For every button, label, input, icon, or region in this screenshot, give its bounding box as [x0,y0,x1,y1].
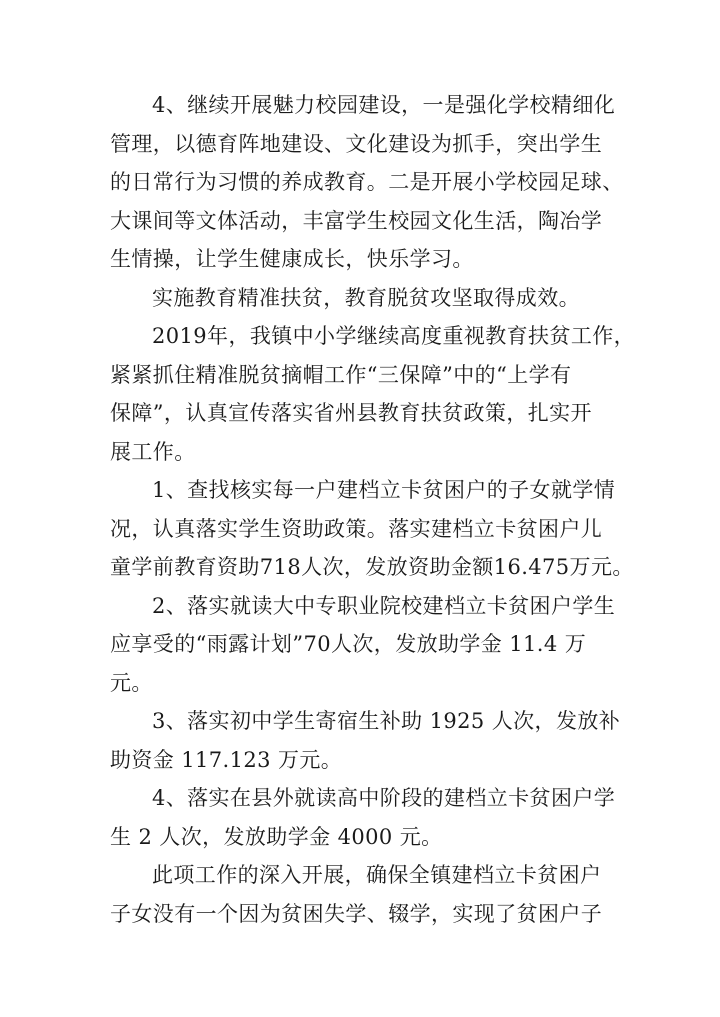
paragraph-item-4-high-school-aid [110,779,616,856]
text-line: 况，认真落实学生资助政策。落实建档立卡贫困户儿 [110,516,603,541]
paragraph-item-1-preschool-aid [110,471,634,587]
paragraph-2019-overview [110,317,636,471]
text-line: 应享受的“雨露计划”70人次，发放助学金 11.4 万 [110,632,587,656]
text-line: 2、落实就读大中专职业院校建档立卡贫困户学生 [152,593,616,618]
text-line: 助资金 117.123 万元。 [110,747,343,772]
text-line: 展工作。 [110,439,196,464]
document-body [110,86,636,933]
paragraph-campus-building [110,86,624,279]
text-line: 保障”，认真宣传落实省州县教育扶贫政策，扎实开 [110,401,592,425]
text-line: 4、继续开展魅力校园建设，一是强化学校精细化 [152,93,616,117]
paragraph-conclusion [110,856,610,933]
text-line: 管理，以德育阵地建设、文化建设为抓手，突出学生 [110,131,603,156]
text-line: 的日常行为习惯的养成教育。二是开展小学校园足球、 [110,170,624,194]
text-line: 生情操，让学生健康成长，快乐学习。 [110,247,474,271]
text-line: 生 2 人次，发放助学金 4000 元。 [110,824,443,849]
text-line: 2019年，我镇中小学继续高度重视教育扶贫工作， [152,324,636,348]
text-line: 实施教育精准扶贫，教育脱贫攻坚取得成效。 [152,285,580,310]
text-line: 童学前教育资助718人次，发放资助金额16.475万元。 [110,555,634,579]
paragraph-item-3-boarding-subsidy [110,702,621,779]
text-line: 3、落实初中学生寄宿生补助 1925 人次，发放补 [152,709,621,733]
text-line: 此项工作的深入开展，确保全镇建档立卡贫困户 [152,863,602,887]
paragraph-item-2-vocational-aid [110,587,616,703]
text-line: 1、查找核实每一户建档立卡贫困户的子女就学情 [152,478,616,502]
text-line: 元。 [110,670,153,695]
text-line: 紧紧抓住精准脱贫摘帽工作“三保障”中的“上学有 [110,362,572,387]
section-heading-poverty-alleviation [110,279,610,318]
text-line: 子女没有一个因为贫困失学、辍学，实现了贫困户子 [110,901,603,926]
text-line: 4、落实在县外就读高中阶段的建档立卡贫困户学 [152,786,616,810]
text-line: 大课间等文体活动，丰富学生校园文化生活，陶冶学 [110,208,603,233]
